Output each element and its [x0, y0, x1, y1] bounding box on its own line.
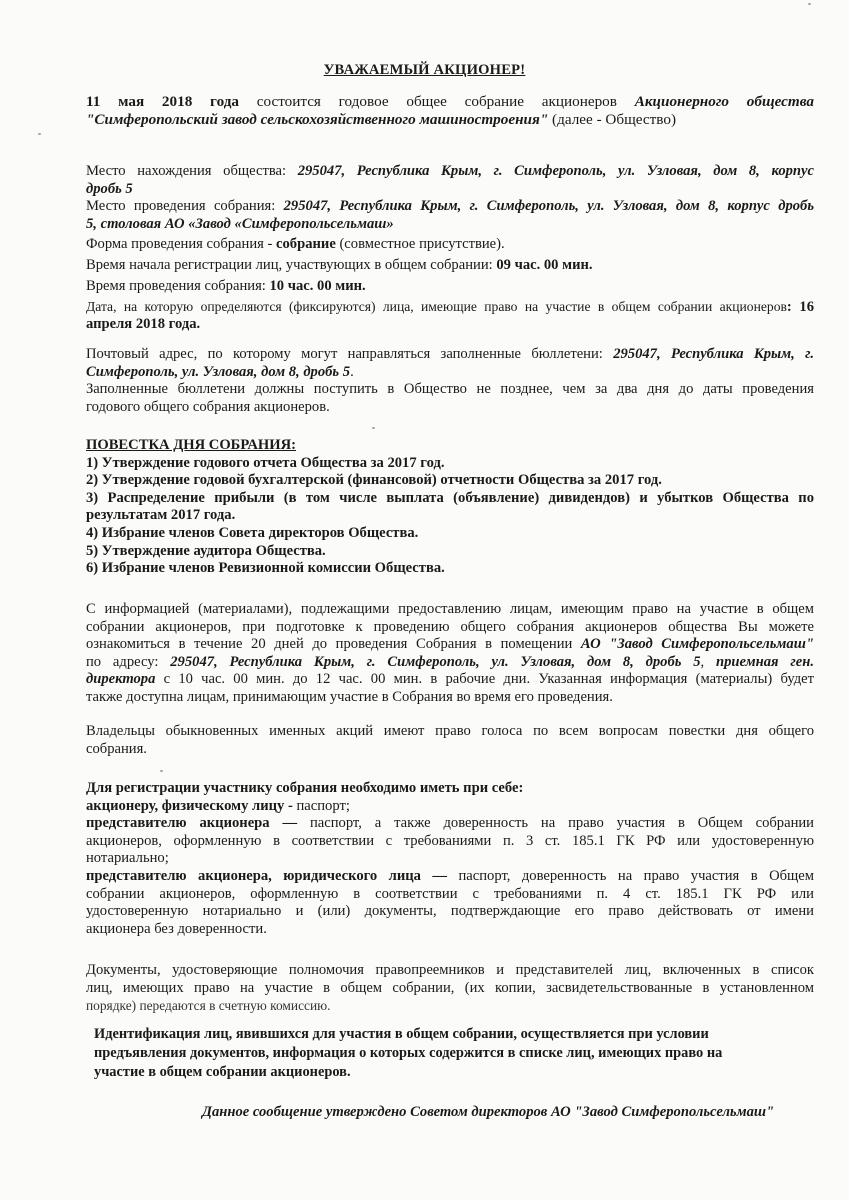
form-value: собрание — [276, 236, 336, 253]
docs-rep-line-2: акционеров, оформленную в соответствии с требованиями п. 3 ст. 185.1 ГК РФ или удостоверенную — [86, 832, 814, 849]
company-name-part2: "Симферопольский завод сельскохозяйственного машиностроения" — [86, 110, 549, 128]
postal-address-1: 295047, Республика Крым, г. — [613, 346, 814, 362]
intro-line-1 — [86, 93, 814, 111]
record-date-line-1 — [86, 298, 814, 316]
postal-address-end: . — [350, 363, 354, 380]
materials-place-1: приемная ген. — [716, 653, 814, 670]
identification-section — [94, 1025, 794, 1082]
materials-line-6: также доступна лицам, принимающим участие в Собрания во время его проведения. — [86, 688, 613, 705]
intro-paragraph — [86, 93, 814, 129]
postal-line-1 — [86, 346, 814, 364]
docs-legal-line-2: собрании акционеров, оформленную в соответствии с требованиями п. 4 ст. 185.1 ГК РФ или — [86, 885, 814, 902]
postal-label: Почтовый адрес, по которому могут направляться заполненные бюллетени: — [86, 346, 614, 362]
agenda-item-4: 4) Избрание членов Совета директоров Общества. — [86, 524, 419, 541]
materials-company: АО "Завод Симферопольсельмаш" — [580, 636, 814, 653]
agenda-item-6: 6) Избрание членов Ревизионной комиссии Общества. — [86, 560, 445, 577]
postal-line-2 — [86, 364, 814, 382]
form-label: Форма проведения собрания - — [86, 236, 277, 253]
successors-line-2: лиц, имеющих право на участие в общем собрании, (их копии, засвидетельствованные в установленном — [86, 979, 814, 996]
company-name-part1: Акционерного общества — [634, 93, 814, 110]
materials-place-2: директора — [86, 671, 156, 688]
record-date-value-1: : 16 — [786, 299, 814, 316]
docs-heading: Для регистрации участнику собрания необходимо иметь при себе: — [86, 780, 524, 796]
materials-sep: , — [700, 653, 716, 670]
docs-legal-line-4: акционера без доверенности. — [86, 920, 267, 937]
docs-legal-line-1 — [86, 868, 814, 886]
location-line-1 — [86, 163, 814, 181]
scan-speck — [38, 133, 41, 135]
intro-text: состоится годовое общее собрание акционеров — [239, 93, 635, 110]
record-date-line-2: апреля 2018 года. — [86, 315, 201, 332]
scan-speck — [808, 3, 811, 5]
form-note: (совместное присутствие). — [335, 236, 505, 253]
deadline-line-1: Заполненные бюллетени должны поступить в Общество не позднее, чем за два дня до даты проведения — [86, 381, 814, 398]
form-line — [86, 236, 814, 254]
identification-line-1: Идентификация лиц, явившихся для участия в общем собрании, осуществляется при условии — [94, 1026, 709, 1042]
materials-line-1: С информацией (материалами), подлежащими предоставлению лицам, имеющим право на участие в общем — [86, 601, 814, 617]
docs-rep-line-3: нотариально; — [86, 850, 169, 867]
docs-legal-label: представителю акционера, юридического лица — — [86, 867, 448, 884]
agenda-item-3-line-2: результатам 2017 года. — [86, 507, 236, 524]
venue-label: Место проведения собрания: — [86, 198, 284, 215]
materials-line-2: собрании акционеров, при подготовке к проведению общего собрания акционеров общества Вы можете — [86, 618, 814, 635]
venue-line-1 — [86, 198, 814, 216]
docs-individual — [86, 798, 814, 816]
materials-section — [86, 601, 814, 707]
successors-line-1: Документы, удостоверяющие полномочия правопреемников и представителей лиц, включенных в список — [86, 962, 814, 978]
meeting-time-label: Время проведения собрания: — [86, 277, 270, 294]
agenda-section — [86, 437, 814, 578]
docs-legal-text-1: паспорт, доверенность на право участия в Общем — [447, 867, 814, 884]
meeting-date: 11 мая 2018 года — [86, 93, 239, 110]
location-label: Место нахождения общества: — [86, 163, 298, 179]
identification-line-2: предъявления документов, информация о которых содержится в списке лиц, имеющих право на — [94, 1045, 723, 1061]
scan-speck — [160, 770, 163, 772]
materials-address: 295047, Республика Крым, г. Симферополь, ул. Узловая, дом 8, дробь 5 — [170, 653, 701, 670]
registration-label: Время начала регистрации лиц, участвующих в общем собрании: — [86, 256, 497, 273]
docs-rep-text-1: паспорт, а также доверенность на право участия в Общем собрании — [297, 815, 814, 832]
venue-line-2: 5, столовая АО «Завод «Симферопольсельмаш» — [86, 215, 394, 232]
intro-line-2 — [86, 111, 814, 129]
meeting-time-line — [86, 278, 814, 296]
docs-rep-line-1 — [86, 815, 814, 833]
venue-value: 295047, Республика Крым, г. Симферополь, ул. Узловая, дом 8, корпус дробь — [283, 198, 814, 215]
agenda-item-5: 5) Утверждение аудитора Общества. — [86, 542, 326, 559]
intro-after: (далее - Общество) — [548, 110, 677, 128]
meeting-details — [86, 163, 814, 333]
materials-line-3 — [86, 636, 814, 654]
docs-individual-label: акционеру, физическому лицу - — [86, 797, 297, 814]
docs-rep-label: представителю акционера — — [86, 815, 298, 832]
notice-title: УВАЖАЕМЫЙ АКЦИОНЕР! — [323, 62, 526, 78]
successors-section — [86, 962, 814, 1015]
approval-footer: Данное сообщение утверждено Советом директоров АО "Завод Симферопольсельмаш" — [202, 1104, 775, 1120]
record-date-label: Дата, на которую определяются (фиксируются) лица, имеющие право на участие в общем собрании акционеров — [86, 299, 787, 315]
materials-line-5 — [86, 671, 814, 689]
agenda-item-1: 1) Утверждение годового отчета Общества за 2017 год. — [86, 454, 445, 471]
materials-line-4 — [86, 654, 814, 672]
docs-required-section — [86, 780, 814, 938]
postal-section — [86, 346, 814, 416]
agenda-item-2: 2) Утверждение годовой бухгалтерской (финансовой) отчетности Общества за 2017 год. — [86, 472, 662, 489]
identification-line-3: участие в общем собрании акционеров. — [94, 1064, 351, 1080]
agenda-item-3-line-1: 3) Распределение прибыли (в том числе выплата (объявление) дивидендов) и убытков Общества по — [86, 489, 814, 506]
docs-individual-value: паспорт; — [296, 797, 350, 814]
voting-line-1: Владельцы обыкновенных именных акций имеют право голоса по всем вопросам повестки дня общего — [86, 723, 814, 739]
voting-line-2: собрания. — [86, 740, 147, 757]
location-line-2: дробь 5 — [86, 180, 133, 197]
postal-address-2: Симферополь, ул. Узловая, дом 8, дробь 5 — [86, 363, 351, 380]
materials-text-4: по адресу: — [86, 653, 171, 670]
meeting-time-value: 10 час. 00 мин. — [269, 277, 366, 294]
location-value: 295047, Республика Крым, г. Симферополь, ул. Узловая, дом 8, корпус — [297, 163, 814, 179]
registration-line — [86, 257, 814, 275]
docs-legal-line-3: удостоверенную нотариально и (или) документы, подтверждающие его право действовать от имени — [86, 903, 814, 920]
materials-hours: с 10 час. 00 мин. до 12 час. 00 мин. в рабочие дни. Указанная информация (материалы) будет — [155, 671, 814, 688]
scan-speck — [372, 427, 375, 429]
deadline-line-2: годового общего собрания акционеров. — [86, 398, 330, 415]
registration-value: 09 час. 00 мин. — [496, 256, 593, 273]
agenda-heading: ПОВЕСТКА ДНЯ СОБРАНИЯ: — [86, 437, 297, 453]
materials-text-3: ознакомиться в течение 20 дней до проведения Собрания в помещении — [86, 636, 581, 653]
successors-line-3: порядке) передаются в счетную комиссию. — [86, 998, 331, 1014]
voting-section — [86, 723, 814, 758]
